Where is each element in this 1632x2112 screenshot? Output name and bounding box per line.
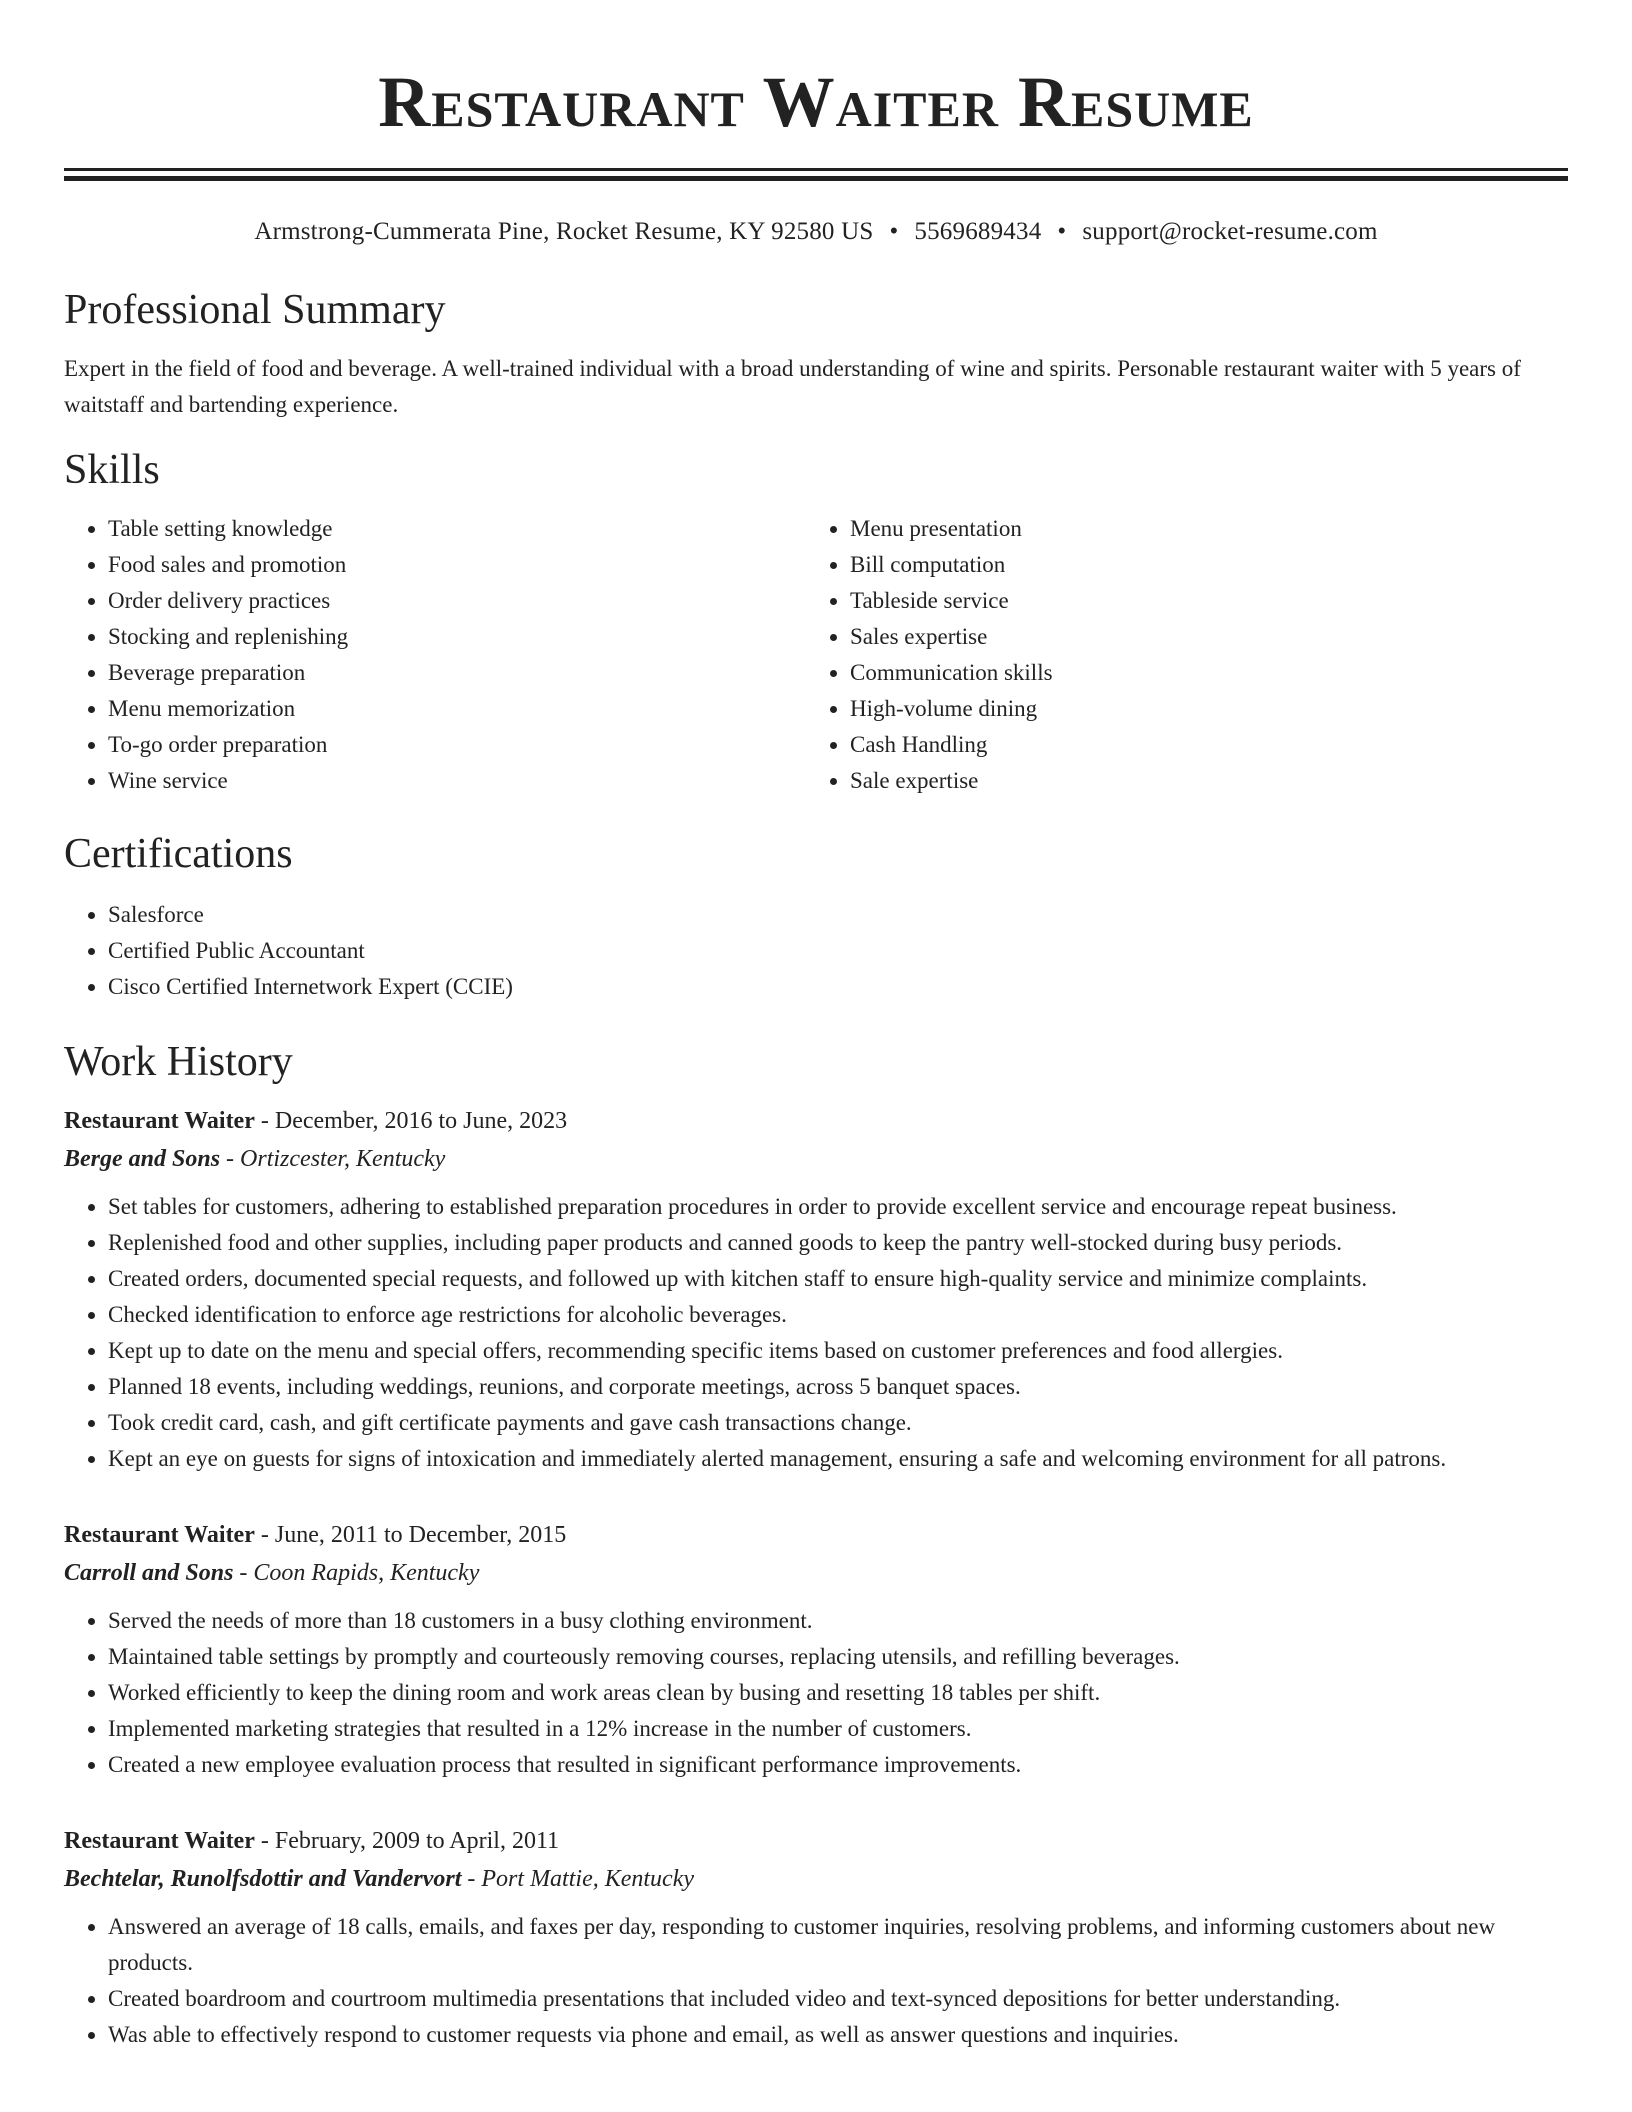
certifications-heading: Certifications: [64, 831, 293, 877]
contact-email: support@rocket-resume.com: [1082, 218, 1378, 245]
summary-text: Expert in the field of food and beverage. A well-trained individual with a broad understanding of wine and spirits. Personable restaurant waiter with 5 years of waitstaff and bartending experience.: [64, 356, 1521, 417]
job-title-line: [64, 1517, 1568, 1553]
list-item: • Checked identification to enforce age restrictions for alcoholic beverages.: [108, 1297, 1568, 1333]
list-item: • High-volume dining: [850, 691, 1548, 727]
job-company-line: [64, 1859, 1568, 1899]
certifications-list: [64, 897, 1568, 1005]
job-entry: [64, 1103, 1568, 1477]
job-location: - Port Mattie, Kentucky: [461, 1866, 694, 1892]
list-item: • Took credit card, cash, and gift certificate payments and gave cash transactions change.: [108, 1405, 1568, 1441]
list-item: • Kept an eye on guests for signs of intoxication and immediately alerted management, ensuring a safe and welcoming environment for all patrons.: [108, 1441, 1568, 1477]
list-item: • Worked efficiently to keep the dining room and work areas clean by busing and resetting 18 tables per shift.: [108, 1675, 1568, 1711]
list-item: • Planned 18 events, including weddings, reunions, and corporate meetings, across 5 banquet spaces.: [108, 1369, 1568, 1405]
list-item: • Menu presentation: [850, 511, 1548, 547]
skills-list-right: [806, 511, 1548, 799]
list-item: • Beverage preparation: [108, 655, 806, 691]
job-title: Restaurant Waiter: [64, 1522, 255, 1548]
contact-address: Armstrong-Cummerata Pine, Rocket Resume, KY 92580 US: [254, 218, 874, 245]
title-rule-bottom: [64, 176, 1568, 181]
list-item: • Maintained table settings by promptly and courteously removing courses, replacing utensils, and refilling beverages.: [108, 1639, 1568, 1675]
job-company: Bechtelar, Runolfsdottir and Vandervort: [64, 1866, 462, 1892]
contact-separator: •: [1057, 218, 1067, 245]
summary-heading: Professional Summary: [64, 287, 446, 333]
list-item: • Sale expertise: [850, 763, 1548, 799]
job-bullets: [64, 1603, 1568, 1783]
list-item: • Cash Handling: [850, 727, 1548, 763]
list-item: • Wine service: [108, 763, 806, 799]
list-item: • Order delivery practices: [108, 583, 806, 619]
resume-title: Restaurant Waiter Resume: [378, 62, 1254, 142]
work-history-jobs: [64, 1103, 1568, 2053]
list-item: • Served the needs of more than 18 customers in a busy clothing environment.: [108, 1603, 1568, 1639]
contact-phone: 5569689434: [914, 218, 1042, 245]
job-title-line: [64, 1103, 1568, 1139]
job-dates: - December, 2016 to June, 2023: [254, 1108, 568, 1134]
job-company-line: [64, 1139, 1568, 1179]
list-item: • Was able to effectively respond to customer requests via phone and email, as well as answer questions and inquiries.: [108, 2017, 1568, 2053]
job-company: Carroll and Sons: [64, 1560, 234, 1586]
skills-column-left: [64, 511, 806, 799]
list-item: • Food sales and promotion: [108, 547, 806, 583]
job-dates: - February, 2009 to April, 2011: [254, 1828, 560, 1854]
job-entry: [64, 1517, 1568, 1783]
list-item: • Created orders, documented special requests, and followed up with kitchen staff to ensure high-quality service and minimize complaints.: [108, 1261, 1568, 1297]
job-location: - Coon Rapids, Kentucky: [233, 1560, 480, 1586]
job-company: Berge and Sons: [64, 1146, 221, 1172]
list-item: • Certified Public Accountant: [108, 933, 1568, 969]
work-history-heading: Work History: [64, 1039, 293, 1085]
list-item: • Cisco Certified Internetwork Expert (CCIE): [108, 969, 1568, 1005]
list-item: • Implemented marketing strategies that resulted in a 12% increase in the number of customers.: [108, 1711, 1568, 1747]
resume-page: [64, 0, 1568, 2053]
job-entry: [64, 1823, 1568, 2053]
list-item: • To-go order preparation: [108, 727, 806, 763]
list-item: • Replenished food and other supplies, including paper products and canned goods to keep the pantry well-stocked during busy periods.: [108, 1225, 1568, 1261]
list-item: • Created a new employee evaluation process that resulted in significant performance improvements.: [108, 1747, 1568, 1783]
job-dates: - June, 2011 to December, 2015: [254, 1522, 567, 1548]
list-item: • Kept up to date on the menu and special offers, recommending specific items based on customer preferences and food allergies.: [108, 1333, 1568, 1369]
list-item: • Set tables for customers, adhering to established preparation procedures in order to provide excellent service and encourage repeat business.: [108, 1189, 1568, 1225]
title-rule-top: [64, 168, 1568, 171]
list-item: • Communication skills: [850, 655, 1548, 691]
job-title-line: [64, 1823, 1568, 1859]
list-item: • Sales expertise: [850, 619, 1548, 655]
list-item: • Salesforce: [108, 897, 1568, 933]
list-item: • Stocking and replenishing: [108, 619, 806, 655]
job-location: - Ortizcester, Kentucky: [220, 1146, 446, 1172]
job-bullets: [64, 1909, 1568, 2053]
list-item: • Created boardroom and courtroom multimedia presentations that included video and text-synced depositions for better understanding.: [108, 1981, 1568, 2017]
skills-list-left: [64, 511, 806, 799]
job-company-line: [64, 1553, 1568, 1593]
skills-column-right: [806, 511, 1548, 799]
skills-columns: [64, 511, 1568, 799]
job-title: Restaurant Waiter: [64, 1108, 255, 1134]
list-item: • Table setting knowledge: [108, 511, 806, 547]
contact-separator: •: [889, 218, 899, 245]
contact-line: [64, 217, 1568, 247]
job-title: Restaurant Waiter: [64, 1828, 255, 1854]
list-item: • Answered an average of 18 calls, emails, and faxes per day, responding to customer inquiries, resolving problems, and informing customers about new products.: [108, 1909, 1568, 1981]
job-bullets: [64, 1189, 1568, 1477]
list-item: • Menu memorization: [108, 691, 806, 727]
list-item: • Tableside service: [850, 583, 1548, 619]
skills-heading: Skills: [64, 447, 160, 493]
list-item: • Bill computation: [850, 547, 1548, 583]
